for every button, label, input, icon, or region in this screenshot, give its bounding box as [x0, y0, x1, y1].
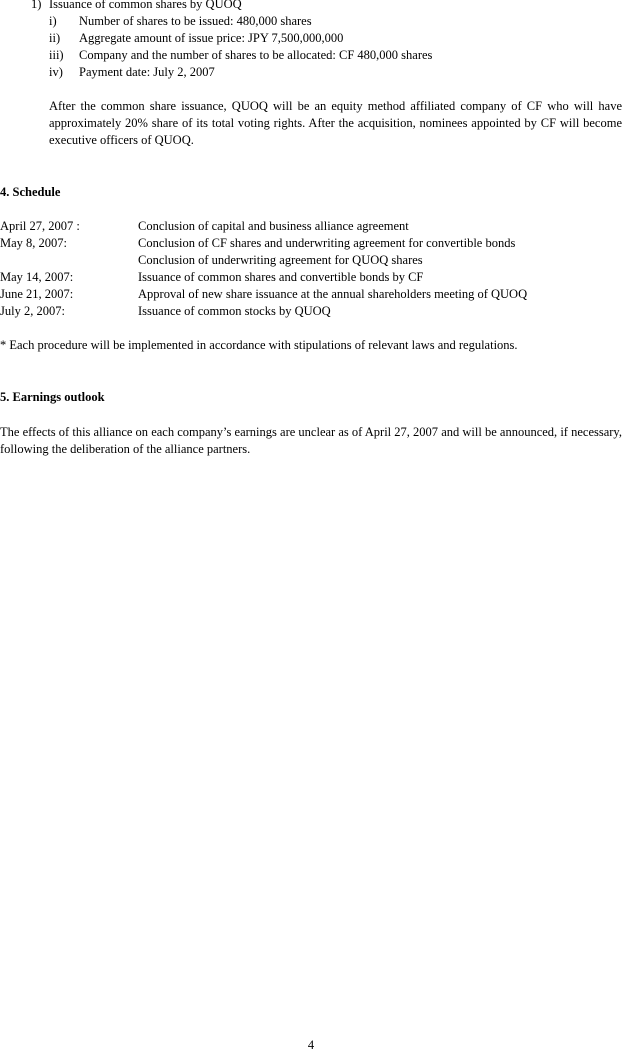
issuance-item-marker: iv) — [49, 65, 63, 79]
issuance-item-text: Number of shares to be issued: 480,000 shares — [79, 14, 312, 28]
earnings-paragraph: The effects of this alliance on each company’s earnings are unclear as of April 27, 2007 and will be announced, if necessary, following the deliberation of the alliance partners. — [0, 425, 622, 456]
schedule-date: May 14, 2007: — [0, 270, 74, 284]
issuance-item-marker: i) — [49, 14, 57, 28]
schedule-event: Issuance of common stocks by QUOQ — [138, 304, 331, 318]
schedule-date: April 27, 2007 : — [0, 219, 80, 233]
issuance-paragraph: After the common share issuance, QUOQ will be an equity method affiliated company of CF who will have approximately 20% share of its total voting rights. After the acquisition, nominees appointed by CF will become executive officers of QUOQ. — [49, 99, 622, 147]
issuance-item-text: Aggregate amount of issue price: JPY 7,500,000,000 — [79, 31, 344, 45]
schedule-date: July 2, 2007: — [0, 304, 65, 318]
schedule-event: Approval of new share issuance at the annual shareholders meeting of QUOQ — [138, 287, 528, 301]
schedule-heading: 4. Schedule — [0, 185, 61, 199]
issuance-item-marker: iii) — [49, 48, 64, 62]
earnings-heading: 5. Earnings outlook — [0, 390, 105, 404]
issuance-item-marker: ii) — [49, 31, 61, 45]
schedule-event: Issuance of common shares and convertible bonds by CF — [138, 270, 424, 284]
schedule-date: May 8, 2007: — [0, 236, 68, 250]
schedule-note: * Each procedure will be implemented in accordance with stipulations of relevant laws and regulations. — [0, 338, 518, 352]
issuance-item-text: Company and the number of shares to be allocated: CF 480,000 shares — [79, 48, 433, 62]
schedule-event: Conclusion of capital and business alliance agreement — [138, 219, 409, 233]
issuance-item-text: Payment date: July 2, 2007 — [79, 65, 215, 79]
schedule-event: Conclusion of underwriting agreement for QUOQ shares — [138, 253, 423, 267]
schedule-date: June 21, 2007: — [0, 287, 74, 301]
page-number: 4 — [307, 1038, 315, 1052]
schedule-event: Conclusion of CF shares and underwriting agreement for convertible bonds — [138, 236, 516, 250]
issuance-heading: Issuance of common shares by QUOQ — [49, 0, 242, 11]
issuance-number: 1) — [31, 0, 42, 11]
